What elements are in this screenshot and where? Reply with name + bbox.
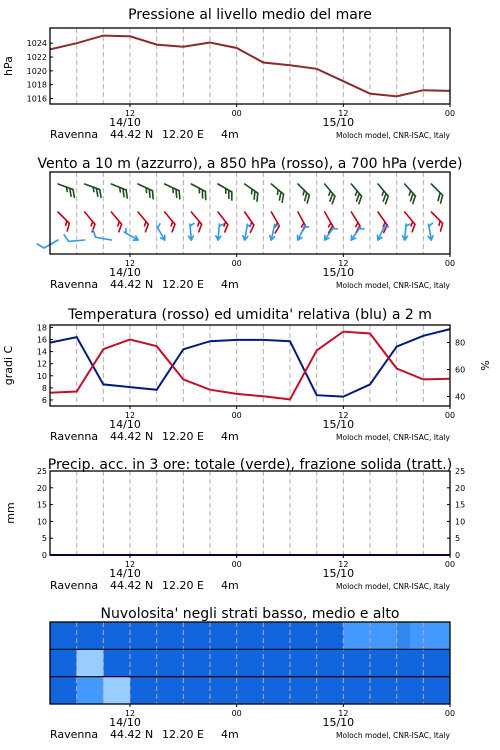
cloud-cell <box>50 649 77 676</box>
y-tick-label: 5 <box>41 534 47 544</box>
x-tick-label: 12 <box>338 560 349 569</box>
x-tick-label: 12 <box>338 109 349 118</box>
cloud-cell <box>263 622 290 649</box>
location-alt: 4m <box>221 579 239 592</box>
cloud-cell <box>317 649 344 676</box>
wind-barb-850 <box>159 212 177 232</box>
cloud-cell <box>290 649 317 676</box>
panel-title: Temperatura (rosso) ed umidita' relativa (blu) a 2 m <box>68 307 432 323</box>
wind-barb-10m <box>269 224 279 241</box>
wind-barb-850 <box>399 212 417 232</box>
y-tick-label-right: 40 <box>455 392 466 402</box>
location-alt: 4m <box>221 278 239 291</box>
location-city: Ravenna <box>50 278 99 291</box>
y-tick-label-right: 80 <box>455 338 466 348</box>
cloud-cell <box>317 622 344 649</box>
x-tick-label: 12 <box>124 109 136 118</box>
plot-frame <box>50 172 450 254</box>
wind-barb-850 <box>372 212 389 232</box>
model-credit: Moloch model, CNR-ISAC, Italy <box>336 131 450 140</box>
location-lon: 12.20 E <box>162 728 204 741</box>
wind-barb-10m <box>37 234 58 250</box>
barb-shaft <box>138 184 153 191</box>
panel-title: Pressione al livello medio del mare <box>128 7 372 23</box>
barb-flag <box>64 234 69 241</box>
barb-shaft <box>58 212 69 223</box>
temperature-line <box>50 332 450 400</box>
barb-shaft <box>325 212 333 226</box>
location-lon: 12.20 E <box>162 430 204 443</box>
y-tick-label-right: 20 <box>455 483 466 493</box>
y-tick-label-right: 0 <box>455 551 461 560</box>
cloud-cell <box>290 677 317 704</box>
cloud-cell <box>210 677 237 704</box>
location-lon: 12.20 E <box>162 579 204 592</box>
location-lon: 12.20 E <box>162 128 204 141</box>
cloud-cell <box>317 677 344 704</box>
x-tick-label: 00 <box>231 560 242 569</box>
location-city: Ravenna <box>50 128 99 141</box>
location-alt: 4m <box>221 128 239 141</box>
cloud-cell <box>50 677 77 704</box>
day-label: 14/10 <box>109 116 141 129</box>
barb-shaft <box>165 184 180 191</box>
wind-barb-700 <box>56 184 77 197</box>
pressure-line <box>50 36 450 97</box>
wind-barb-700 <box>82 184 103 197</box>
x-tick-label: 00 <box>231 259 242 268</box>
pressure-panel <box>2 7 455 141</box>
barb-shaft <box>111 212 121 224</box>
cloud-cell <box>183 622 210 649</box>
y-tick-label-right: 5 <box>455 534 461 544</box>
cloud-cell-highlight <box>77 677 104 704</box>
cloud-panel <box>50 606 455 741</box>
cloud-cell-highlight <box>77 649 104 676</box>
cloud-cell <box>130 649 157 676</box>
cloud-cell <box>423 677 450 704</box>
x-tick-label: 00 <box>444 259 456 268</box>
wind-barb-850 <box>292 212 308 233</box>
location-lat: 44.42 N <box>110 579 154 592</box>
barb-shaft <box>138 212 148 224</box>
day-label: 15/10 <box>322 567 355 580</box>
wind-barb-10m <box>349 225 364 242</box>
barb-flag <box>37 242 44 250</box>
y-tick-label: 20 <box>36 483 47 493</box>
cloud-cell <box>370 677 397 704</box>
barb-shaft <box>85 184 100 189</box>
y-tick-label: 15 <box>36 500 47 510</box>
barb-shaft <box>405 212 415 224</box>
y-tick-label: 18 <box>36 323 47 333</box>
model-credit: Moloch model, CNR-ISAC, Italy <box>336 281 450 290</box>
wind-barb-10m <box>123 228 140 242</box>
cloud-cell <box>343 649 370 676</box>
cloud-cell <box>290 622 317 649</box>
cloud-cell-highlight <box>103 677 130 704</box>
y-tick-label: 10 <box>36 371 47 381</box>
x-tick-label: 12 <box>124 259 136 268</box>
y-axis-label: gradi C <box>2 345 15 386</box>
barb-shaft <box>85 212 95 224</box>
wind-barb-850 <box>106 212 124 232</box>
x-tick-label: 00 <box>444 560 456 569</box>
cloud-cell <box>157 677 184 704</box>
day-label: 14/10 <box>109 418 141 431</box>
location-lat: 44.42 N <box>110 430 154 443</box>
x-tick-label: 00 <box>231 709 242 718</box>
cloud-cell <box>183 677 210 704</box>
barb-shaft <box>271 212 279 226</box>
wind-panel <box>37 156 462 291</box>
y-tick-label: 14 <box>36 347 47 357</box>
wind-barb-700 <box>426 184 445 203</box>
y-tick-label: 1022 <box>26 53 47 63</box>
wind-barb-700 <box>267 184 287 202</box>
cloud-cell <box>157 649 184 676</box>
wind-barb-700 <box>188 184 209 200</box>
barb-shaft <box>58 184 73 189</box>
wind-barb-700 <box>135 184 156 199</box>
day-label: 14/10 <box>109 567 141 580</box>
cloud-cell <box>103 622 130 649</box>
barb-shaft <box>218 212 228 225</box>
barb-shaft <box>191 212 201 224</box>
cloud-cell <box>263 649 290 676</box>
day-label: 14/10 <box>109 716 141 729</box>
model-credit: Moloch model, CNR-ISAC, Italy <box>336 582 450 591</box>
y-tick-label: 1018 <box>26 80 47 90</box>
y-tick-label: 12 <box>36 359 47 369</box>
cloud-cell <box>423 649 450 676</box>
cloud-cell <box>397 622 410 649</box>
location-city: Ravenna <box>50 579 99 592</box>
location-lon: 12.20 E <box>162 278 204 291</box>
y-axis-label: mm <box>4 502 17 524</box>
cloud-cell <box>183 649 210 676</box>
y-tick-label: 6 <box>41 395 47 405</box>
wind-barb-700 <box>373 184 391 204</box>
wind-barb-700 <box>346 184 364 204</box>
plot-frame <box>50 471 450 555</box>
x-tick-label: 12 <box>338 411 349 420</box>
barb-shaft <box>191 184 205 192</box>
wind-barb-10m <box>216 224 224 241</box>
cloud-cell <box>237 622 264 649</box>
wind-barb-700 <box>399 184 418 204</box>
barb-shaft <box>431 212 442 223</box>
temperature-panel <box>2 307 492 443</box>
cloud-cell <box>50 622 77 649</box>
x-tick-label: 12 <box>124 560 136 569</box>
cloud-cell <box>237 649 264 676</box>
wind-barb-850 <box>212 212 230 232</box>
day-label: 15/10 <box>322 418 355 431</box>
wind-barb-850 <box>133 212 151 232</box>
x-tick-label: 12 <box>124 709 136 718</box>
barb-shaft <box>165 212 175 224</box>
cloud-cell <box>397 677 424 704</box>
plot-frame <box>50 28 450 104</box>
wind-barb-10m <box>323 225 338 242</box>
location-alt: 4m <box>221 728 239 741</box>
cloud-cell <box>210 622 237 649</box>
barb-shaft <box>44 240 58 248</box>
day-label: 15/10 <box>322 116 355 129</box>
wind-barb-10m <box>187 223 195 240</box>
y-tick-label: 8 <box>41 383 47 393</box>
wind-barb-700 <box>241 184 261 201</box>
cloud-cell <box>130 622 157 649</box>
cloud-cell <box>77 622 104 649</box>
wind-barb-700 <box>109 184 130 198</box>
x-tick-label: 00 <box>444 411 456 420</box>
wind-barb-700 <box>162 184 183 199</box>
model-credit: Moloch model, CNR-ISAC, Italy <box>336 433 450 442</box>
location-city: Ravenna <box>50 430 99 443</box>
x-tick-label: 00 <box>444 109 456 118</box>
wind-barb-850 <box>53 212 72 231</box>
barb-shaft <box>378 212 387 225</box>
y-axis-label-right: % <box>479 360 492 371</box>
barb-shaft <box>111 184 126 190</box>
y-tick-label-right: 15 <box>455 500 466 510</box>
cloud-cell <box>343 622 370 649</box>
barb-shaft <box>69 240 85 241</box>
cloud-cell <box>423 622 450 649</box>
day-label: 14/10 <box>109 266 141 279</box>
cloud-cell <box>103 649 130 676</box>
wind-barb-10m <box>64 233 85 242</box>
barb-shaft <box>245 212 254 225</box>
wind-barb-700 <box>215 184 236 200</box>
cloud-cell <box>157 622 184 649</box>
day-label: 15/10 <box>322 716 355 729</box>
wind-barb-850 <box>239 212 256 232</box>
wind-barb-10m <box>92 230 113 240</box>
location-lat: 44.42 N <box>110 728 154 741</box>
panel-title: Nuvolosita' negli strati basso, medio e alto <box>100 606 400 622</box>
wind-barb-10m <box>402 224 410 241</box>
humidity-line <box>50 329 450 397</box>
x-tick-label: 00 <box>231 411 242 420</box>
x-tick-label: 12 <box>338 259 349 268</box>
location-lat: 44.42 N <box>110 128 154 141</box>
y-tick-label-right: 10 <box>455 517 466 527</box>
wind-barb-700 <box>319 184 337 204</box>
wind-barb-700 <box>293 184 312 203</box>
cloud-cell <box>130 677 157 704</box>
wind-barb-10m <box>376 224 389 242</box>
cloud-cell <box>237 677 264 704</box>
wind-barb-850 <box>186 212 204 232</box>
barb-shaft <box>218 184 232 192</box>
y-tick-label-right: 25 <box>455 467 466 476</box>
location-alt: 4m <box>221 430 239 443</box>
panel-title: Precip. acc. in 3 ore: totale (verde), frazione solida (tratt.) <box>47 457 453 473</box>
cloud-cell <box>370 622 397 649</box>
y-tick-label: 1020 <box>26 66 47 76</box>
y-tick-label-right: 60 <box>455 365 466 375</box>
plot-frame <box>50 325 450 406</box>
y-tick-label: 25 <box>36 467 47 476</box>
y-tick-label: 10 <box>36 517 47 527</box>
precipitation-panel <box>4 457 465 592</box>
cloud-cell <box>210 649 237 676</box>
y-axis-label: hPa <box>2 56 15 76</box>
wind-barb-850 <box>79 212 97 232</box>
cloud-cell <box>370 649 397 676</box>
cloud-cell <box>397 649 424 676</box>
barb-shaft <box>351 212 359 226</box>
barb-shaft <box>431 184 442 195</box>
y-tick-label: 1024 <box>26 39 47 49</box>
barb-shaft <box>298 212 306 226</box>
cloud-cell <box>343 677 370 704</box>
day-label: 15/10 <box>322 266 355 279</box>
y-tick-label: 16 <box>36 335 47 345</box>
location-city: Ravenna <box>50 728 99 741</box>
cloud-cell <box>263 677 290 704</box>
y-tick-label: 0 <box>41 551 47 560</box>
panel-title: Vento a 10 m (azzurro), a 850 hPa (rosso), a 700 hPa (verde) <box>37 156 463 172</box>
x-tick-label: 00 <box>444 709 456 718</box>
wind-barb-10m <box>426 223 435 240</box>
y-tick-label: 1016 <box>26 94 47 104</box>
location-lat: 44.42 N <box>110 278 154 291</box>
x-tick-label: 12 <box>124 411 136 420</box>
model-credit: Moloch model, CNR-ISAC, Italy <box>336 731 450 740</box>
x-tick-label: 12 <box>338 709 349 718</box>
x-tick-label: 00 <box>231 109 242 118</box>
